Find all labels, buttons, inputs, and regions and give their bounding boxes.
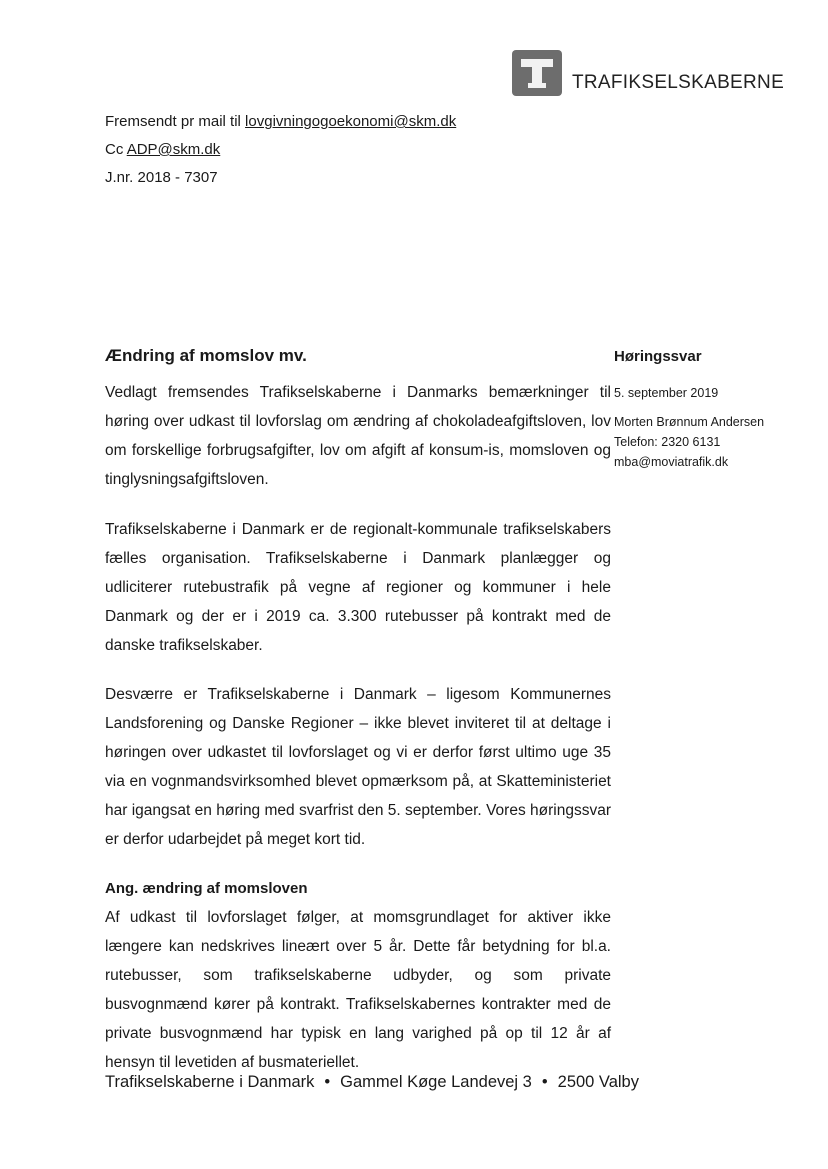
sidebar-date: 5. september 2019 [614,386,719,400]
sidebar-contact-name: Morten Brønnum Andersen [614,415,765,429]
footer-separator: • [541,1073,548,1091]
footer-city: 2500 Valby [557,1073,639,1091]
sidebar-title: Høringssvar [614,348,702,365]
recipient-email-link[interactable]: lovgivningogoekonomi@skm.dk [245,113,457,130]
section-heading: Ang. ændring af momsloven [105,880,308,897]
footer-org: Trafikselskaberne i Danmark [105,1073,315,1091]
paragraph-hearing: Desværre er Trafikselskaberne i Danmark – ligesom Kommunernes Landsforening og Danske Regioner – ikke blevet inviteret til at deltage i høringen over udkastet til lovforslaget og vi er derfor først ultimo uge 35 via en vognmandsvirksomhed blevet opmærksom på, at Skatteministeriet har igangsat en høring med svarfrist den 5. september. Vores høringssvar er derfor udarbejdet på meget kort tid. [105,686,611,848]
letter-header [105,108,456,192]
cc-prefix: Cc [105,141,127,158]
paragraph-organisation: Trafikselskaberne i Danmark er de regionalt-kommunale trafikselskabers fælles organisation. Trafikselskaberne i Danmark planlægger og udliciterer rutebustrafik på vegne af regioner og kommuner i hele Danmark og der er i 2019 ca. 3.300 rutebusser på kontrakt med de danske trafikselskaber. [105,521,611,654]
sidebar-phone: Telefon: 2320 6131 [614,435,721,449]
document-title: Ændring af momslov mv. [105,346,307,365]
sidebar-info [614,386,814,472]
company-logo [512,50,784,96]
journal-number: J.nr. 2018 - 7307 [105,169,218,186]
logo-wordmark: TRAFIKSELSKABERNE [572,72,785,93]
paragraph-intro: Vedlagt fremsendes Trafikselskaberne i Danmarks bemærkninger til høring over udkast til lovforslag om ændring af chokoladeafgiftsloven, lov om forskellige forbrugsafgifter, lov om afgift af konsum-is, momsloven og tinglysningsafgiftsloven. [105,384,611,488]
footer-address: Gammel Køge Landevej 3 [340,1073,532,1091]
sent-prefix: Fremsendt pr mail til [105,113,246,130]
cc-line [105,136,456,164]
sidebar-email: mba@moviatrafik.dk [614,455,729,469]
paragraph-momsloven: Af udkast til lovforslaget følger, at momsgrundlaget for aktiver ikke længere kan nedskrives lineært over 5 år. Dette får betydning for bl.a. rutebusser, som trafikselskaberne udbyder, og som private busvognmænd kører på kontrakt. Trafikselskabernes kontrakter med de private busvognmænd har typisk en lang varighed på op til 12 år af hensyn til levetiden af busmateriellet. [105,909,611,1071]
sent-line [105,108,456,136]
t-logo-icon [512,50,562,96]
page-footer [105,1073,639,1092]
cc-email-link[interactable]: ADP@skm.dk [126,141,221,158]
footer-separator: • [324,1073,331,1091]
